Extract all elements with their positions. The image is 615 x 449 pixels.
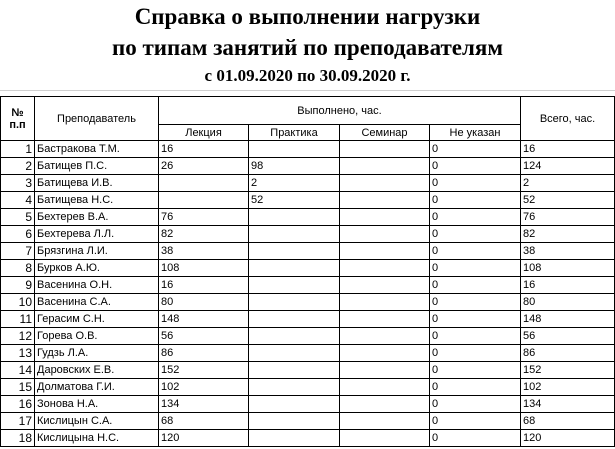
row-number: 13: [1, 345, 35, 362]
teacher-name: Зонова Н.А.: [35, 396, 159, 413]
total-hours: 108: [521, 260, 615, 277]
unspecified-hours: 0: [430, 328, 521, 345]
lecture-hours: 148: [159, 311, 249, 328]
unspecified-hours: 0: [430, 413, 521, 430]
table-row: [1, 260, 615, 277]
row-number: 15: [1, 379, 35, 396]
seminar-hours: [340, 311, 430, 328]
row-number: 11: [1, 311, 35, 328]
col-header-done: Выполнено, час.: [159, 97, 521, 125]
practice-hours: [249, 328, 340, 345]
unspecified-hours: 0: [430, 209, 521, 226]
report-period: с 01.09.2020 по 30.09.2020 г.: [204, 66, 411, 85]
seminar-hours: [340, 141, 430, 158]
seminar-hours: [340, 260, 430, 277]
teacher-name: Брязгина Л.И.: [35, 243, 159, 260]
lecture-hours: 102: [159, 379, 249, 396]
unspecified-hours: 0: [430, 158, 521, 175]
table-row: [1, 226, 615, 243]
unspecified-hours: 0: [430, 345, 521, 362]
seminar-hours: [340, 158, 430, 175]
teacher-name: Бехтерева Л.Л.: [35, 226, 159, 243]
lecture-hours: 16: [159, 277, 249, 294]
table-row: [1, 243, 615, 260]
lecture-hours: 86: [159, 345, 249, 362]
seminar-hours: [340, 226, 430, 243]
row-number: 3: [1, 175, 35, 192]
practice-hours: [249, 209, 340, 226]
unspecified-hours: 0: [430, 226, 521, 243]
table-row: [1, 311, 615, 328]
lecture-hours: 120: [159, 430, 249, 447]
report-title: Справка о выполнении нагрузки: [134, 4, 481, 29]
row-number: 10: [1, 294, 35, 311]
total-hours: 102: [521, 379, 615, 396]
practice-hours: 2: [249, 175, 340, 192]
table-row: [1, 192, 615, 209]
total-hours: 148: [521, 311, 615, 328]
practice-hours: [249, 362, 340, 379]
unspecified-hours: 0: [430, 175, 521, 192]
seminar-hours: [340, 243, 430, 260]
lecture-hours: 68: [159, 413, 249, 430]
practice-hours: [249, 430, 340, 447]
seminar-hours: [340, 209, 430, 226]
seminar-hours: [340, 413, 430, 430]
total-hours: 76: [521, 209, 615, 226]
total-hours: 2: [521, 175, 615, 192]
row-number: 14: [1, 362, 35, 379]
total-hours: 16: [521, 277, 615, 294]
seminar-hours: [340, 345, 430, 362]
seminar-hours: [340, 277, 430, 294]
total-hours: 56: [521, 328, 615, 345]
lecture-hours: 26: [159, 158, 249, 175]
unspecified-hours: 0: [430, 243, 521, 260]
workload-table: [0, 96, 615, 447]
table-row: [1, 294, 615, 311]
teacher-name: Бастракова Т.М.: [35, 141, 159, 158]
practice-hours: [249, 260, 340, 277]
teacher-name: Васенина С.А.: [35, 294, 159, 311]
total-hours: 124: [521, 158, 615, 175]
col-header-lecture: Лекция: [159, 125, 249, 141]
total-hours: 38: [521, 243, 615, 260]
practice-hours: [249, 413, 340, 430]
teacher-name: Гудзь Л.А.: [35, 345, 159, 362]
lecture-hours: 80: [159, 294, 249, 311]
total-hours: 80: [521, 294, 615, 311]
teacher-name: Кислицына Н.С.: [35, 430, 159, 447]
practice-hours: [249, 294, 340, 311]
practice-hours: [249, 243, 340, 260]
table-row: [1, 379, 615, 396]
seminar-hours: [340, 379, 430, 396]
seminar-hours: [340, 430, 430, 447]
unspecified-hours: 0: [430, 141, 521, 158]
unspecified-hours: 0: [430, 362, 521, 379]
total-hours: 68: [521, 413, 615, 430]
col-header-total: Всего, час.: [521, 97, 615, 141]
report-subtitle: по типам занятий по преподавателям: [111, 35, 504, 60]
lecture-hours: 82: [159, 226, 249, 243]
unspecified-hours: 0: [430, 379, 521, 396]
teacher-name: Бехтерев В.А.: [35, 209, 159, 226]
lecture-hours: 38: [159, 243, 249, 260]
row-number: 16: [1, 396, 35, 413]
practice-hours: [249, 311, 340, 328]
teacher-name: Долматова Г.И.: [35, 379, 159, 396]
lecture-hours: 134: [159, 396, 249, 413]
table-row: [1, 141, 615, 158]
practice-hours: [249, 141, 340, 158]
row-number: 12: [1, 328, 35, 345]
col-header-number: [1, 97, 35, 141]
total-hours: 16: [521, 141, 615, 158]
seminar-hours: [340, 328, 430, 345]
lecture-hours: 108: [159, 260, 249, 277]
lecture-hours: 76: [159, 209, 249, 226]
teacher-name: Кислицын С.А.: [35, 413, 159, 430]
col-header-practice: Практика: [249, 125, 340, 141]
seminar-hours: [340, 175, 430, 192]
col-header-number-line1: №: [11, 106, 24, 119]
practice-hours: [249, 345, 340, 362]
row-number: 4: [1, 192, 35, 209]
table-row: [1, 158, 615, 175]
unspecified-hours: 0: [430, 396, 521, 413]
unspecified-hours: 0: [430, 277, 521, 294]
seminar-hours: [340, 396, 430, 413]
table-row: [1, 413, 615, 430]
practice-hours: [249, 277, 340, 294]
total-hours: 82: [521, 226, 615, 243]
unspecified-hours: 0: [430, 260, 521, 277]
teacher-name: Батищева Н.С.: [35, 192, 159, 209]
practice-hours: 52: [249, 192, 340, 209]
col-header-seminar: Семинар: [340, 125, 430, 141]
total-hours: 120: [521, 430, 615, 447]
teacher-name: Даровских Е.В.: [35, 362, 159, 379]
table-row: [1, 328, 615, 345]
row-number: 2: [1, 158, 35, 175]
seminar-hours: [340, 294, 430, 311]
table-row: [1, 209, 615, 226]
table-row: [1, 396, 615, 413]
row-number: 5: [1, 209, 35, 226]
lecture-hours: 56: [159, 328, 249, 345]
practice-hours: [249, 226, 340, 243]
total-hours: 134: [521, 396, 615, 413]
teacher-name: Батищев П.С.: [35, 158, 159, 175]
table-body: [1, 141, 615, 447]
teacher-name: Горева О.В.: [35, 328, 159, 345]
seminar-hours: [340, 192, 430, 209]
col-header-unspecified: Не указан: [430, 125, 521, 141]
teacher-name: Васенина О.Н.: [35, 277, 159, 294]
table-row: [1, 345, 615, 362]
table-row: [1, 430, 615, 447]
row-number: 18: [1, 430, 35, 447]
unspecified-hours: 0: [430, 294, 521, 311]
seminar-hours: [340, 362, 430, 379]
unspecified-hours: 0: [430, 430, 521, 447]
title-divider: [0, 90, 615, 91]
practice-hours: [249, 379, 340, 396]
row-number: 6: [1, 226, 35, 243]
col-header-number-line2: п.п: [9, 118, 26, 131]
teacher-name: Герасим С.Н.: [35, 311, 159, 328]
table-row: [1, 362, 615, 379]
col-header-teacher: Преподаватель: [35, 97, 159, 141]
teacher-name: Батищева И.В.: [35, 175, 159, 192]
row-number: 1: [1, 141, 35, 158]
total-hours: 52: [521, 192, 615, 209]
unspecified-hours: 0: [430, 311, 521, 328]
practice-hours: [249, 396, 340, 413]
teacher-name: Бурков А.Ю.: [35, 260, 159, 277]
lecture-hours: 16: [159, 141, 249, 158]
row-number: 17: [1, 413, 35, 430]
row-number: 9: [1, 277, 35, 294]
row-number: 8: [1, 260, 35, 277]
lecture-hours: [159, 175, 249, 192]
total-hours: 86: [521, 345, 615, 362]
lecture-hours: 152: [159, 362, 249, 379]
practice-hours: 98: [249, 158, 340, 175]
table-row: [1, 175, 615, 192]
total-hours: 152: [521, 362, 615, 379]
table-row: [1, 277, 615, 294]
unspecified-hours: 0: [430, 192, 521, 209]
lecture-hours: [159, 192, 249, 209]
row-number: 7: [1, 243, 35, 260]
